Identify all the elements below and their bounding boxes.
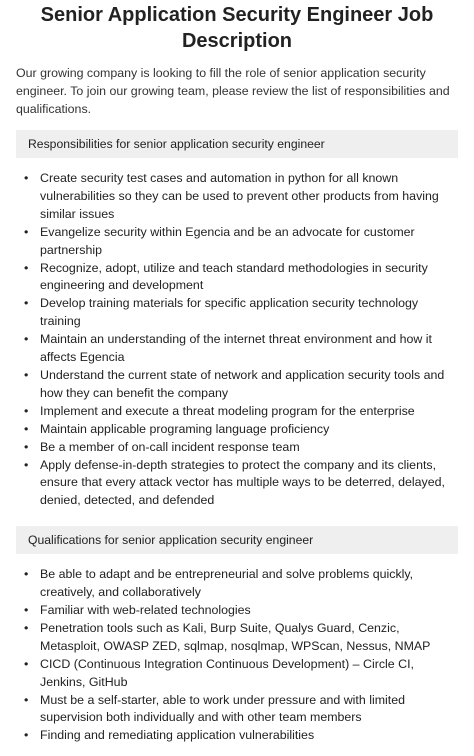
bullet-icon: • <box>24 421 29 436</box>
qualifications-heading-text: Qualifications for senior application security engineer <box>28 533 314 548</box>
bullet-icon: • <box>24 728 29 743</box>
bullet-icon: • <box>24 620 29 635</box>
bullet-icon: • <box>24 296 29 311</box>
responsibilities-heading <box>16 130 458 158</box>
list-item: • Understand the current state of network and application security tools and how they can benefit the company <box>24 367 445 400</box>
list-item: • Evangelize security within Egencia and be an advocate for customer partnership <box>24 224 415 257</box>
list-item: • CICD (Continuous Integration Continuous Development) – Circle CI, Jenkins, GitHub <box>24 656 414 689</box>
list-item: • Apply defense-in-depth strategies to protect the company and its clients, ensure that every attack vector has multiple ways to be deterred, delayed, denied, detected, and defended <box>24 457 445 508</box>
list-item: • Be a member of on-call incident response team <box>24 439 458 457</box>
list-item: • Finding and remediating application vulnerabilities <box>24 727 458 745</box>
list-item: • Maintain an understanding of the internet threat environment and how it affects Egencia <box>24 332 432 365</box>
bullet-icon: • <box>24 603 29 618</box>
page-title: Senior Application Security Engineer Job Description <box>40 4 434 52</box>
bullet-icon: • <box>24 567 29 582</box>
list-item: • Penetration tools such as Kali, Burp Suite, Qualys Guard, Cenzic, Metasploit, OWASP ZED, sqlmap, nosqlmap, WPScan, Nessus, NMAP <box>24 620 431 653</box>
list-item: • Must be a self-starter, able to work under pressure and with limited supervision both individually and with other team members <box>24 692 406 725</box>
qualifications-heading <box>16 526 458 554</box>
bullet-icon: • <box>24 692 29 707</box>
list-item: • Familiar with web-related technologies <box>24 602 458 620</box>
list-item: • Recognize, adopt, utilize and teach standard methodologies in security engineering and development <box>24 260 428 293</box>
bullet-icon: • <box>24 260 29 275</box>
list-item: • Develop training materials for specific application security technology training <box>24 296 419 329</box>
bullet-icon: • <box>24 656 29 671</box>
job-description-page <box>0 2 474 756</box>
bullet-icon: • <box>24 439 29 454</box>
list-item: • Be able to adapt and be entrepreneurial and solve problems quickly, creatively, and collaboratively <box>24 567 414 600</box>
bullet-icon: • <box>24 332 29 347</box>
list-item: • Create security test cases and automation in python for all known vulnerabilities so they can be used to prevent other products from having similar issues <box>24 171 439 221</box>
bullet-icon: • <box>24 403 29 418</box>
responsibilities-list <box>16 170 458 510</box>
responsibilities-heading-text: Responsibilities for senior application security engineer <box>28 137 325 151</box>
intro-paragraph: Our growing company is looking to fill the role of senior application security engineer. To join our growing team, please review the list of responsibilities and qualifications. <box>16 66 450 116</box>
bullet-icon: • <box>24 171 29 185</box>
bullet-icon: • <box>24 457 29 472</box>
qualifications-list <box>16 566 458 745</box>
bullet-icon: • <box>24 224 29 239</box>
list-item: • Maintain applicable programing language proficiency <box>24 421 458 439</box>
bullet-icon: • <box>24 367 29 382</box>
list-item: • Implement and execute a threat modeling program for the enterprise <box>24 403 458 421</box>
